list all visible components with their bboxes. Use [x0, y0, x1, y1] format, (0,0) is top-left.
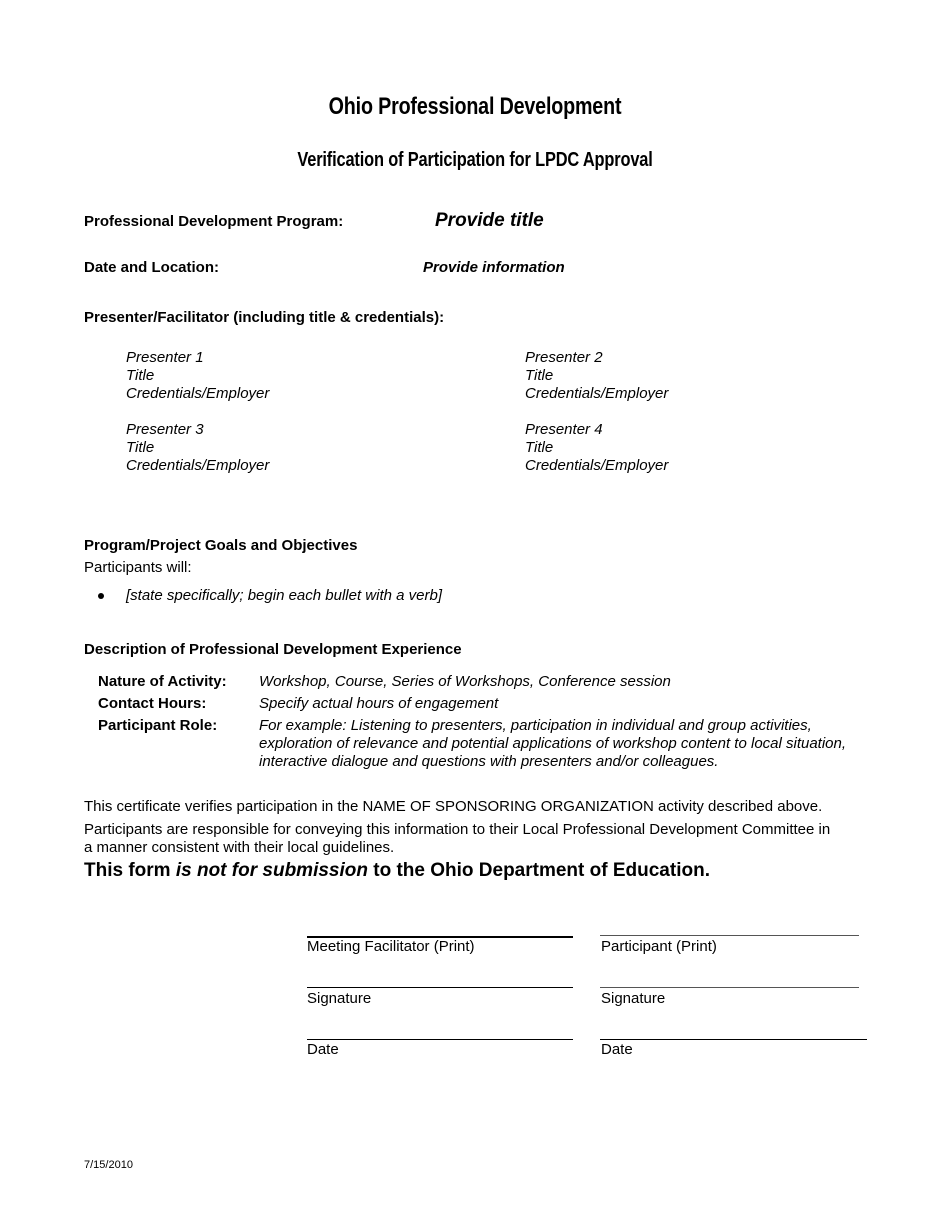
presenter-block-3 — [126, 421, 269, 475]
program-label: Professional Development Program: — [84, 213, 344, 230]
version-date: 7/15/2010 — [84, 1159, 133, 1171]
participant-print-line[interactable] — [600, 935, 859, 936]
presenter-block-1 — [126, 349, 269, 403]
responsibility-line: a manner consistent with their local guidelines. — [84, 839, 395, 856]
bullet-icon — [98, 593, 104, 599]
presenter-credentials: Credentials/Employer — [525, 385, 669, 402]
notice-post: to the Ohio Department of Education. — [367, 860, 710, 881]
goals-intro: Participants will: — [84, 559, 192, 576]
participant-signature-line[interactable] — [600, 987, 859, 988]
submission-notice — [84, 860, 710, 882]
presenter-credentials: Credentials/Employer — [126, 385, 270, 402]
presenter-name: Presenter 1 — [126, 349, 204, 366]
presenter-title: Title — [126, 367, 155, 384]
page-subtitle: Verification of Participation for LPDC Approval — [297, 149, 653, 171]
participant-role-label: Participant Role: — [98, 717, 218, 734]
goals-bullet: [state specifically; begin each bullet with a verb] — [126, 587, 443, 604]
contact-hours-value: Specify actual hours of engagement — [259, 695, 499, 712]
participant-role-value — [259, 717, 846, 771]
participant-date-line[interactable] — [600, 1039, 867, 1040]
presenter-credentials: Credentials/Employer — [126, 457, 270, 474]
facilitator-print-label: Meeting Facilitator (Print) — [307, 938, 475, 955]
notice-pre: This form — [84, 860, 176, 881]
facilitator-date-label: Date — [307, 1041, 339, 1058]
participant-role-line: interactive dialogue and questions with presenters and/or colleagues. — [259, 753, 719, 770]
participant-role-line: For example: Listening to presenters, participation in individual and group activities, — [259, 717, 812, 734]
responsibility-statement — [84, 821, 830, 857]
presenter-title: Title — [525, 367, 554, 384]
presenter-name: Presenter 3 — [126, 421, 204, 438]
participant-signature-label: Signature — [601, 990, 666, 1007]
participant-role-line: exploration of relevance and potential applications of workshop content to local situation, — [259, 735, 847, 752]
certificate-statement: This certificate verifies participation in the NAME OF SPONSORING ORGANIZATION activity described above. — [84, 798, 823, 815]
participant-print-label: Participant (Print) — [601, 938, 717, 955]
nature-of-activity-label: Nature of Activity: — [98, 673, 227, 690]
facilitator-signature-line[interactable] — [307, 987, 573, 988]
presenter-title: Title — [126, 439, 155, 456]
participant-date-label: Date — [601, 1041, 633, 1058]
presenter-title: Title — [525, 439, 554, 456]
description-heading: Description of Professional Development Experience — [84, 641, 462, 658]
presenter-name: Presenter 4 — [525, 421, 603, 438]
presenter-name: Presenter 2 — [525, 349, 603, 366]
facilitator-date-line[interactable] — [307, 1039, 573, 1040]
presenter-credentials: Credentials/Employer — [525, 457, 669, 474]
goals-heading: Program/Project Goals and Objectives — [84, 537, 358, 554]
presenters-label: Presenter/Facilitator (including title & credentials): — [84, 309, 445, 326]
date-location-label: Date and Location: — [84, 259, 220, 276]
page-title: Ohio Professional Development — [328, 93, 622, 120]
presenter-block-2 — [525, 349, 668, 403]
presenter-block-4 — [525, 421, 668, 475]
facilitator-signature-label: Signature — [307, 990, 372, 1007]
responsibility-line: Participants are responsible for conveying this information to their Local Professional Development Committee in — [84, 821, 831, 838]
program-value: Provide title — [435, 210, 544, 231]
notice-emphasis: is not for submission — [175, 860, 368, 881]
date-location-value: Provide information — [423, 259, 565, 276]
contact-hours-label: Contact Hours: — [98, 695, 207, 712]
nature-of-activity-value: Workshop, Course, Series of Workshops, Conference session — [259, 673, 671, 690]
